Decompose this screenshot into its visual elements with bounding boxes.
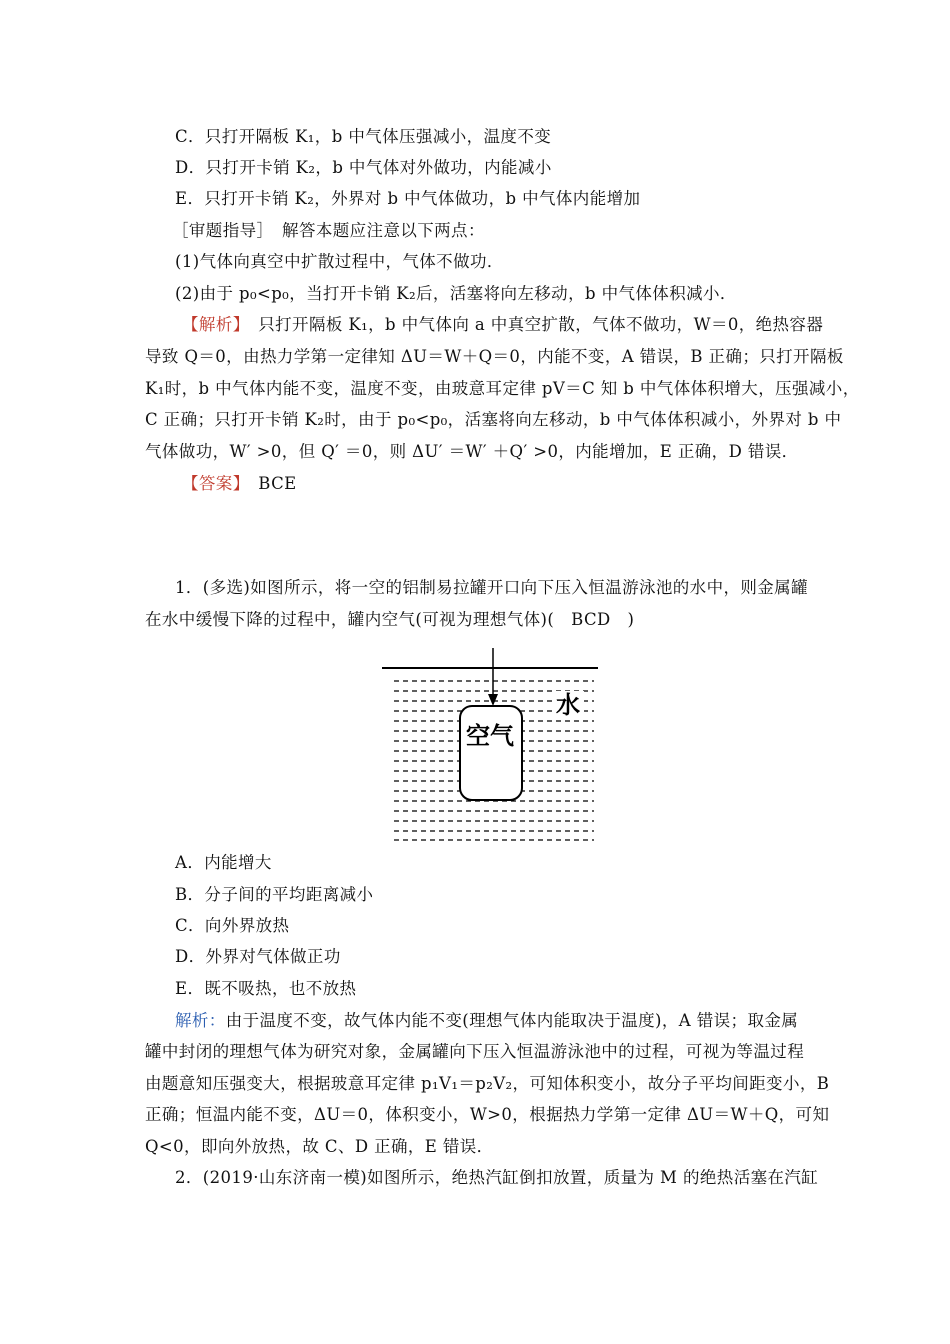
prev-analysis-line-1 [182, 314, 823, 336]
answer-tag: 【答案】 [182, 474, 242, 493]
q2-stem-line-1: 2．(2019·山东济南一模)如图所示，绝热汽缸倒扣放置，质量为 M 的绝热活塞在汽缸 [175, 1168, 819, 1187]
q1-analysis-line-2: 罐中封闭的理想气体为研究对象，金属罐向下压入恒温游泳池中的过程，可视为等温过程 [145, 1042, 805, 1061]
q1-stem-line-2: 在水中缓慢下降的过程中，罐内空气(可视为理想气体)( BCD ) [145, 610, 635, 629]
q1-analysis-line-1 [175, 1010, 798, 1032]
answer-text: BCE [241, 474, 297, 493]
prev-option-d: D．只打开卡销 K₂，b 中气体对外做功，内能减小 [175, 158, 552, 177]
guide-point-2: (2)由于 p₀<p₀，当打开卡销 K₂后，活塞将向左移动，b 中气体体积减小． [175, 284, 737, 303]
q1-analysis-text: 由于温度不变，故气体内能不变(理想气体内能取决于温度)，A 错误；取金属 [225, 1011, 799, 1030]
q1-analysis-tag: 解析： [175, 1011, 226, 1030]
can-in-water-figure [382, 648, 602, 846]
push-arrow-head [488, 694, 498, 706]
prev-analysis-line-2: 导致 Q＝0，由热力学第一定律知 ΔU＝W＋Q＝0，内能不变，A 错误，B 正确；只打开隔板 [145, 347, 844, 366]
q1-stem-line-1: 1．(多选)如图所示，将一空的铝制易拉罐开口向下压入恒温游泳池的水中，则金属罐 [175, 578, 808, 597]
q1-analysis-line-5: Q<0，即向外放热，故 C、D 正确，E 错误． [145, 1137, 494, 1156]
can-outline [460, 706, 522, 800]
prev-answer [182, 473, 297, 495]
figure-svg [382, 648, 602, 846]
prev-analysis-line-4: C 正确；只打开卡销 K₂时，由于 p₀<p₀，活塞将向左移动，b 中气体体积减小，外界对 b 中 [145, 410, 842, 429]
q1-option-e: E．既不吸热，也不放热 [175, 979, 357, 998]
q1-analysis-line-3: 由题意知压强变大，根据玻意耳定律 p₁V₁＝p₂V₂，可知体积变小，故分子平均间距变小，B [145, 1074, 830, 1093]
guide-point-1: (1)气体向真空中扩散过程中，气体不做功． [175, 252, 504, 271]
prev-option-c: C．只打开隔板 K₁，b 中气体压强减小，温度不变 [175, 127, 552, 146]
q1-analysis-line-4: 正确；恒温内能不变，ΔU＝0，体积变小，W>0，根据热力学第一定律 ΔU＝W＋Q，可知 [145, 1105, 830, 1124]
water-label: 水 [556, 691, 580, 719]
air-label: 空气 [466, 722, 514, 750]
q1-option-d: D．外界对气体做正功 [175, 947, 341, 966]
review-guide: ［审题指导］ 解答本题应注意以下两点： [172, 221, 485, 240]
prev-analysis-line-3: K₁时，b 中气体内能不变，温度不变，由玻意耳定律 pV＝C 知 b 中气体体积增大，压强减小， [145, 379, 860, 398]
q1-option-c: C．向外界放热 [175, 916, 290, 935]
analysis-text: 只打开隔板 K₁，b 中气体向 a 中真空扩散，气体不做功，W＝0，绝热容器 [241, 315, 824, 334]
q1-option-b: B．分子间的平均距离减小 [175, 885, 374, 904]
analysis-tag: 【解析】 [182, 315, 242, 334]
prev-analysis-line-5: 气体做功，W′ >0，但 Q′ ＝0，则 ΔU′ ＝W′ ＋Q′ >0，内能增加，E 正确，D 错误． [145, 442, 799, 461]
q1-option-a: A．内能增大 [175, 853, 272, 872]
prev-option-e: E．只打开卡销 K₂，外界对 b 中气体做功，b 中气体内能增加 [175, 189, 641, 208]
